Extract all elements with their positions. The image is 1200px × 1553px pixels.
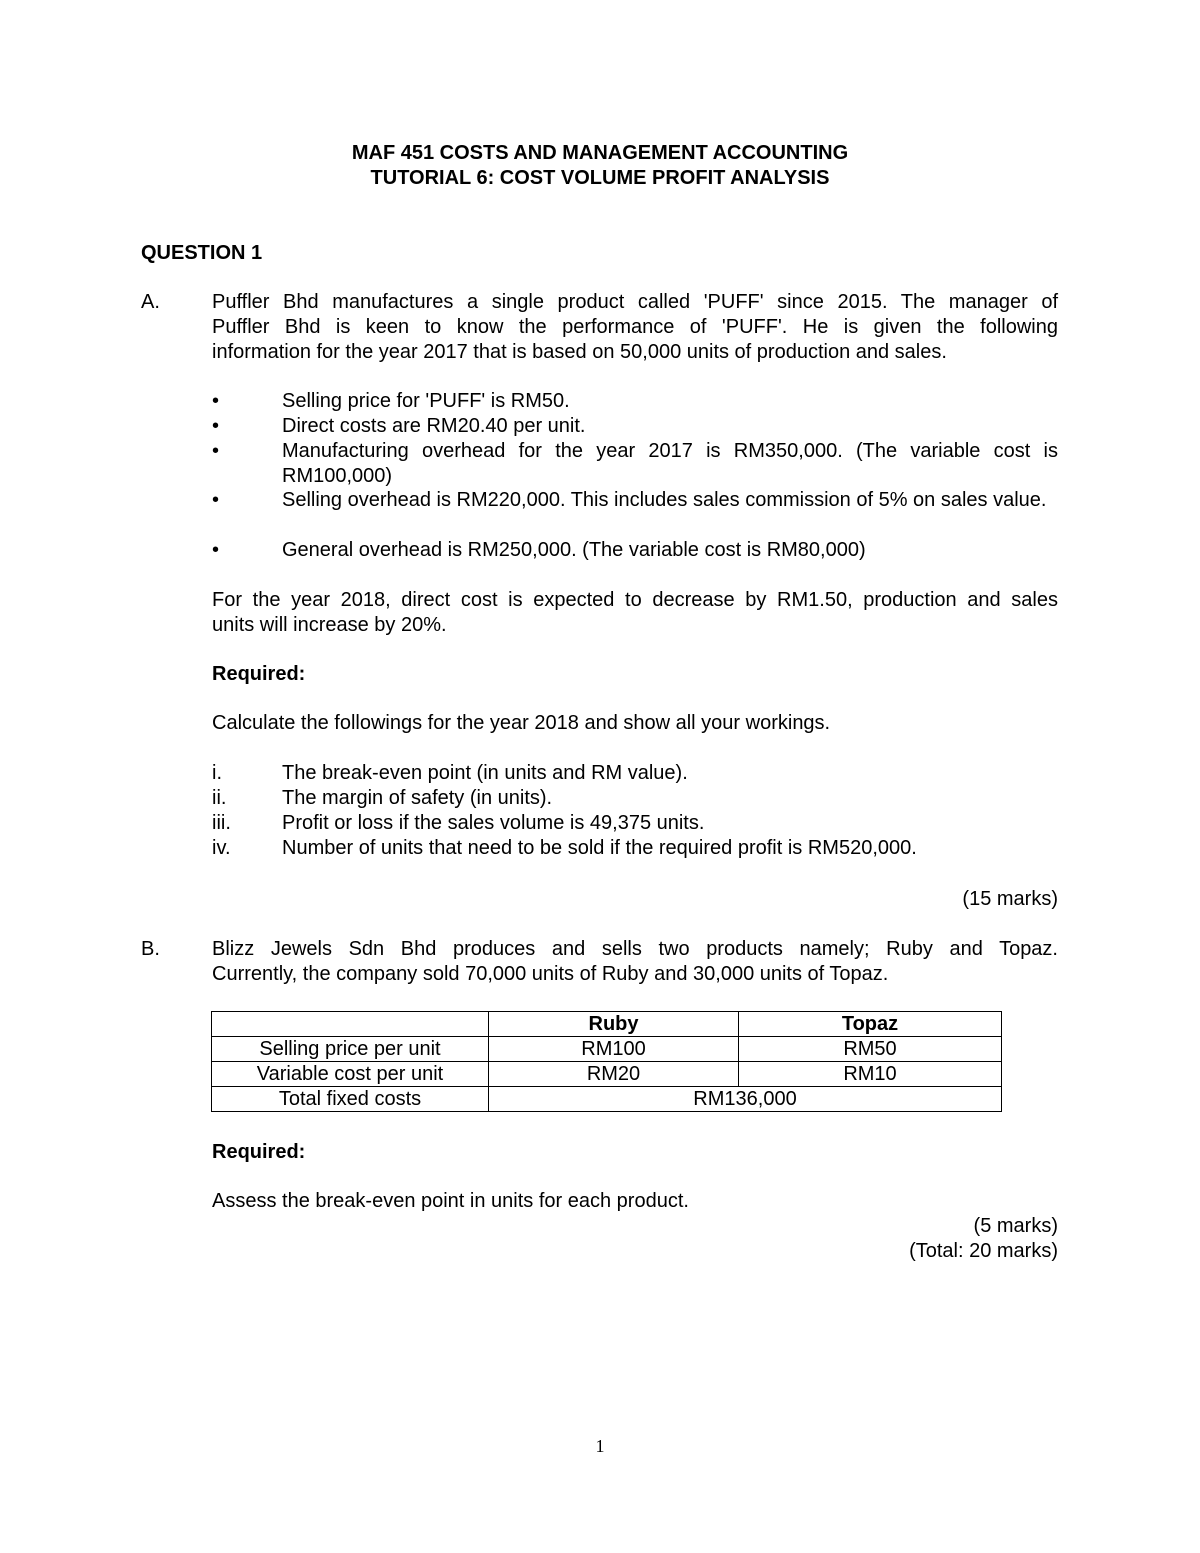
marks-text: (15 marks)	[962, 888, 1058, 910]
table-cell: Variable cost per unit	[212, 1062, 489, 1087]
bullet-icon: •	[212, 390, 220, 412]
page-number: 1	[595, 1436, 605, 1456]
table-cell: RM20	[489, 1062, 739, 1087]
bullet-item: General overhead is RM250,000. (The variable cost is RM80,000)	[282, 539, 866, 561]
part-a-label: A.	[141, 291, 160, 313]
table-row	[212, 1087, 1002, 1112]
bullet-item: Direct costs are RM20.40 per unit.	[282, 415, 586, 437]
item-number: iv.	[212, 837, 231, 859]
table-cell: RM100	[489, 1037, 739, 1062]
forecast-line: units will increase by 20%.	[212, 614, 447, 636]
table-header-row	[212, 1012, 1002, 1037]
bullet-icon: •	[212, 489, 220, 511]
table-cell: Selling price per unit	[212, 1037, 489, 1062]
part-b-label: B.	[141, 938, 160, 960]
bullet-icon: •	[212, 440, 220, 462]
bullet-item: Selling overhead is RM220,000. This includes sales commission of 5% on sales value.	[282, 489, 1047, 511]
question-heading: QUESTION 1	[141, 242, 263, 264]
table-row	[212, 1062, 1002, 1087]
table-row	[212, 1037, 1002, 1062]
table-header-cell: Topaz	[739, 1012, 1002, 1037]
part-b-intro-line: Blizz Jewels Sdn Bhd produces and sells two products namely; Ruby and Topaz.	[212, 938, 1058, 960]
marks-text: (5 marks)	[973, 1215, 1058, 1237]
part-a-intro-line: Puffler Bhd manufactures a single product called 'PUFF' since 2015. The manager of	[212, 291, 1058, 313]
part-a-intro-line: information for the year 2017 that is based on 50,000 units of production and sales.	[212, 341, 947, 363]
document-subtitle: TUTORIAL 6: COST VOLUME PROFIT ANALYSIS	[370, 167, 830, 189]
instruction-text: Assess the break-even point in units for each product.	[212, 1190, 689, 1212]
instruction-text: Calculate the followings for the year 2018 and show all your workings.	[212, 712, 831, 734]
table-cell: RM50	[739, 1037, 1002, 1062]
part-b-intro-line: Currently, the company sold 70,000 units of Ruby and 30,000 units of Topaz.	[212, 963, 889, 985]
bullet-item: Selling price for 'PUFF' is RM50.	[282, 390, 570, 412]
table-header-cell: Ruby	[489, 1012, 739, 1037]
item-number: iii.	[212, 812, 231, 834]
cost-table	[211, 1011, 1002, 1112]
table-cell: RM10	[739, 1062, 1002, 1087]
item-text: The margin of safety (in units).	[282, 787, 553, 809]
item-text: The break-even point (in units and RM value).	[282, 762, 688, 784]
part-a-intro-line: Puffler Bhd is keen to know the performance of 'PUFF'. He is given the following	[212, 316, 1058, 338]
table-cell: RM136,000	[489, 1087, 1002, 1112]
item-text: Profit or loss if the sales volume is 49,375 units.	[282, 812, 705, 834]
item-number: ii.	[212, 787, 227, 809]
document-title: MAF 451 COSTS AND MANAGEMENT ACCOUNTING	[351, 142, 849, 164]
table-header-cell	[212, 1012, 489, 1037]
required-label: Required:	[212, 663, 306, 685]
table-cell: Total fixed costs	[212, 1087, 489, 1112]
item-text: Number of units that need to be sold if the required profit is RM520,000.	[282, 837, 917, 859]
total-marks-text: (Total: 20 marks)	[909, 1240, 1058, 1262]
required-label: Required:	[212, 1141, 306, 1163]
item-number: i.	[212, 762, 222, 784]
bullet-icon: •	[212, 539, 220, 561]
bullet-item: Manufacturing overhead for the year 2017 is RM350,000. (The variable cost is RM100,000)	[282, 440, 1058, 487]
forecast-line: For the year 2018, direct cost is expected to decrease by RM1.50, production and sales	[212, 589, 1058, 611]
bullet-icon: •	[212, 415, 220, 437]
